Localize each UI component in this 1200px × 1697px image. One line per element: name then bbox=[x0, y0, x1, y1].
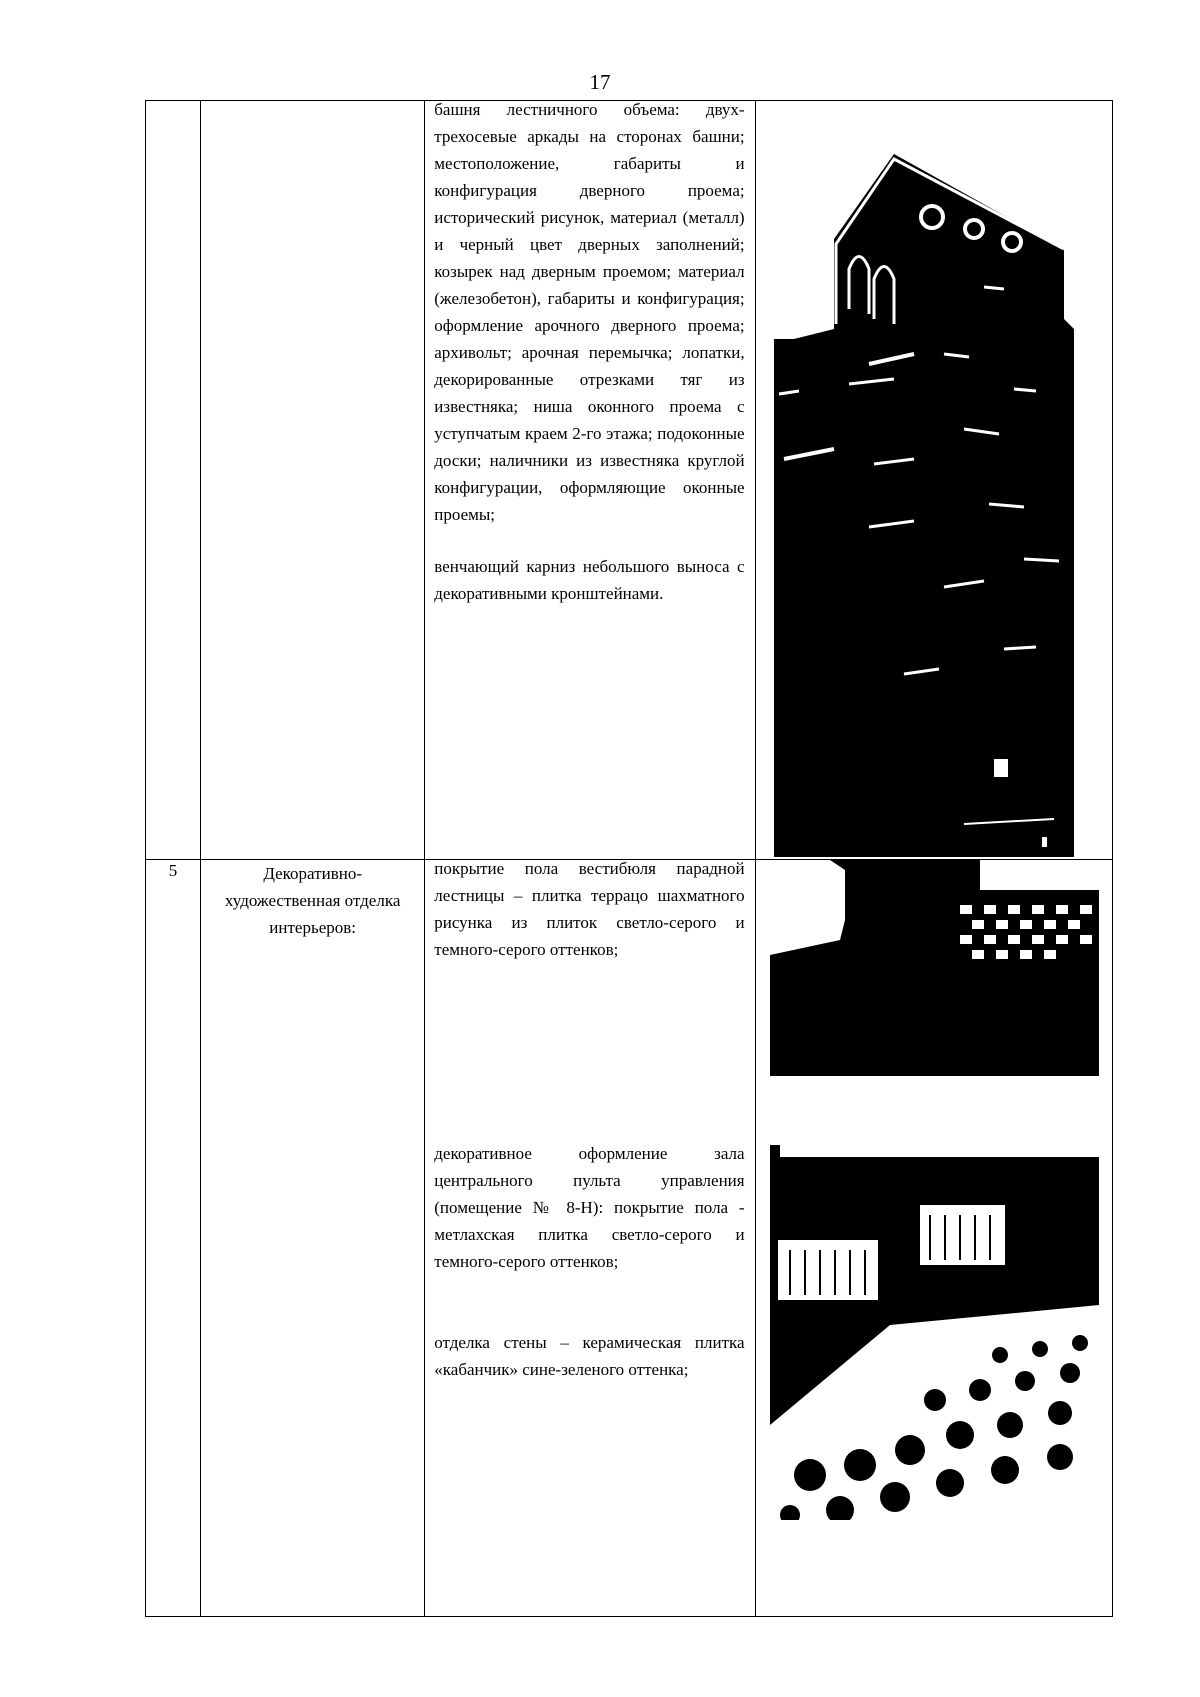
row-description-cell bbox=[425, 860, 755, 1617]
description-paragraph: декоративное оформление зала центрального пульта управления (помещение № 8-Н): покрытие пола - метлахская плитка светло-серого и темного-серого оттенков; bbox=[434, 1144, 745, 1271]
row-name-cell: Декоративно-художественная отделка интерьеров: bbox=[201, 860, 425, 1617]
stair-tower-photo bbox=[774, 129, 1097, 857]
description-paragraph: покрытие пола вестибюля парадной лестницы – плитка террацо шахматного рисунка из плиток светло-серого и темного-серого оттенков; bbox=[434, 859, 745, 959]
table-row bbox=[146, 101, 1113, 860]
row-description-cell bbox=[425, 101, 755, 860]
table-row bbox=[146, 860, 1113, 1617]
page-number: 17 bbox=[589, 70, 611, 94]
protection-subject-table bbox=[145, 100, 1113, 1617]
control-room-photo bbox=[770, 1145, 1099, 1520]
row-name-cell bbox=[201, 101, 425, 860]
description-paragraph: башня лестничного объема: двух-трехосевые аркады на сторонах башни; местоположение, габариты и конфигурация дверного проема; исторический рисунок, материал (металл) и черный цвет дверных заполнений; козырек над дверным проемом; материал (железобетон), габариты и конфигурация; оформление арочного дверного проема; архивольт; арочная перемычка; лопатки, декорированные отрезками тяг из известняка; ниша оконного проема с уступчатым краем 2-го этажа; подоконные доски; наличники из известняка круглой конфигурации, оформляющие оконные проемы; bbox=[434, 100, 745, 524]
row-photo-cell bbox=[755, 860, 1112, 1617]
row-number-cell: 5 bbox=[146, 860, 201, 1617]
vestibule-floor-photo bbox=[770, 860, 1099, 1076]
description-paragraph: венчающий карниз небольшого выноса с декоративными кронштейнами. bbox=[434, 557, 745, 603]
row-number-cell bbox=[146, 101, 201, 860]
description-paragraph: отделка стены – керамическая плитка «кабанчик» сине-зеленого оттенка; bbox=[434, 1333, 745, 1379]
row-photo-cell bbox=[755, 101, 1112, 860]
